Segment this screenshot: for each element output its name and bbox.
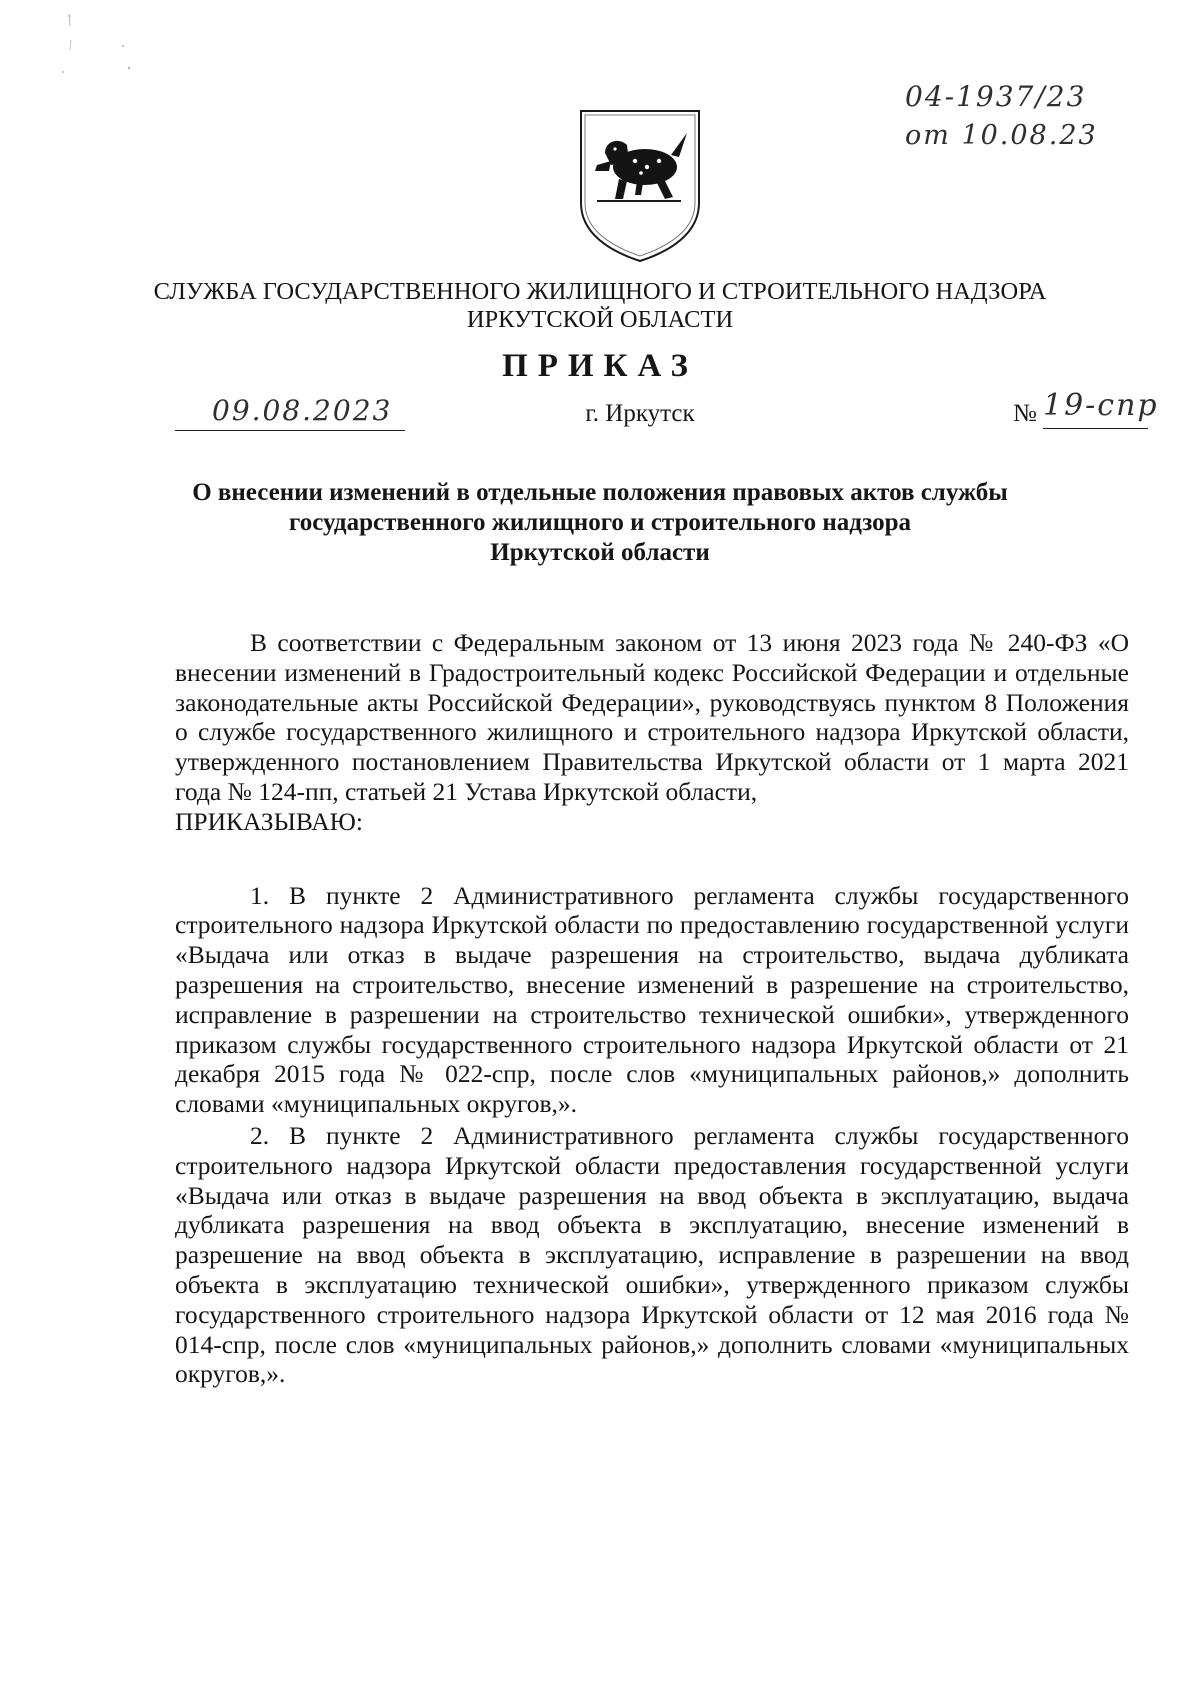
date-underline (175, 430, 405, 431)
subject-line-3: Иркутской области (490, 539, 710, 566)
number-sign: № (1013, 400, 1037, 427)
document-body (175, 628, 1129, 1389)
scan-specks (55, 10, 145, 90)
number-underline (1043, 428, 1148, 429)
agency-line-2: ИРКУТСКОЙ ОБЛАСТИ (466, 306, 734, 333)
document-type-title: ПРИКАЗ (502, 348, 698, 384)
preamble-paragraph: В соответствии с Федеральным законом от 13 июня 2023 года № 240-ФЗ «О внесении изменений в Градостроительный кодекс Российской Федерации и отдельные законодательные акты Российской Федерации», руководствуясь пунктом 8 Положения о службе государственного жилищного и строительного надзора Иркутской области, утвержденного постановлением Правительства Иркутской области от 1 марта 2021 года № 124-пп, статьей 21 Устава Иркутской области, (175, 628, 1129, 806)
order-item-2: 2. В пункте 2 Административного регламента службы государственного строительного надзора Иркутской области предоставления государственной услуги «Выдача или отказ в выдаче разрешения на ввод объекта в эксплуатацию, выдача дубликата разрешения на ввод объекта в эксплуатацию, внесение изменений в разрешение на ввод объекта в эксплуатацию, исправление в разрешении на ввод объекта в эксплуатацию технической ошибки», утвержденного приказом службы государственного строительного надзора Иркутской области от 12 мая 2016 года № 014-спр, после слов «муниципальных районов,» дополнить словами «муниципальных округов,». (175, 1120, 1129, 1389)
subject-line-2: государственного жилищного и строительного надзора (289, 509, 911, 536)
agency-line-1: СЛУЖБА ГОСУДАРСТВЕННОГО ЖИЛИЩНОГО И СТРОИТЕЛЬНОГО НАДЗОРА (153, 278, 1047, 305)
order-date-handwritten: 09.08.2023 (212, 394, 393, 427)
agency-name (120, 278, 1080, 334)
subject-line-1: О внесении изменений в отдельные положения правовых актов службы (192, 479, 1008, 506)
coat-of-arms-emblem (575, 105, 705, 265)
paragraph-gap (175, 837, 1129, 881)
order-number-handwritten: 19-спр (1043, 388, 1159, 423)
registration-date-handwritten: от 10.08.23 (905, 120, 1098, 151)
document-subject (170, 478, 1030, 568)
city-label: г. Иркутск (585, 400, 695, 427)
order-item-1: 1. В пункте 2 Административного регламента службы государственного строительного надзора Иркутской области по предоставлению государственной услуги «Выдача или отказ в выдаче разрешения на строительство, выдача дубликата разрешения на строительство, внесение изменений в разрешение на строительство, исправление в разрешении на строительство технической ошибки», утвержденного приказом службы государственного строительного надзора Иркутской области от 21 декабря 2015 года № 022-спр, после слов «муниципальных районов,» дополнить словами «муниципальных округов,». (175, 880, 1129, 1119)
order-directive: ПРИКАЗЫВАЮ: (175, 806, 363, 836)
registration-number-handwritten: 04-1937/23 (905, 80, 1087, 113)
